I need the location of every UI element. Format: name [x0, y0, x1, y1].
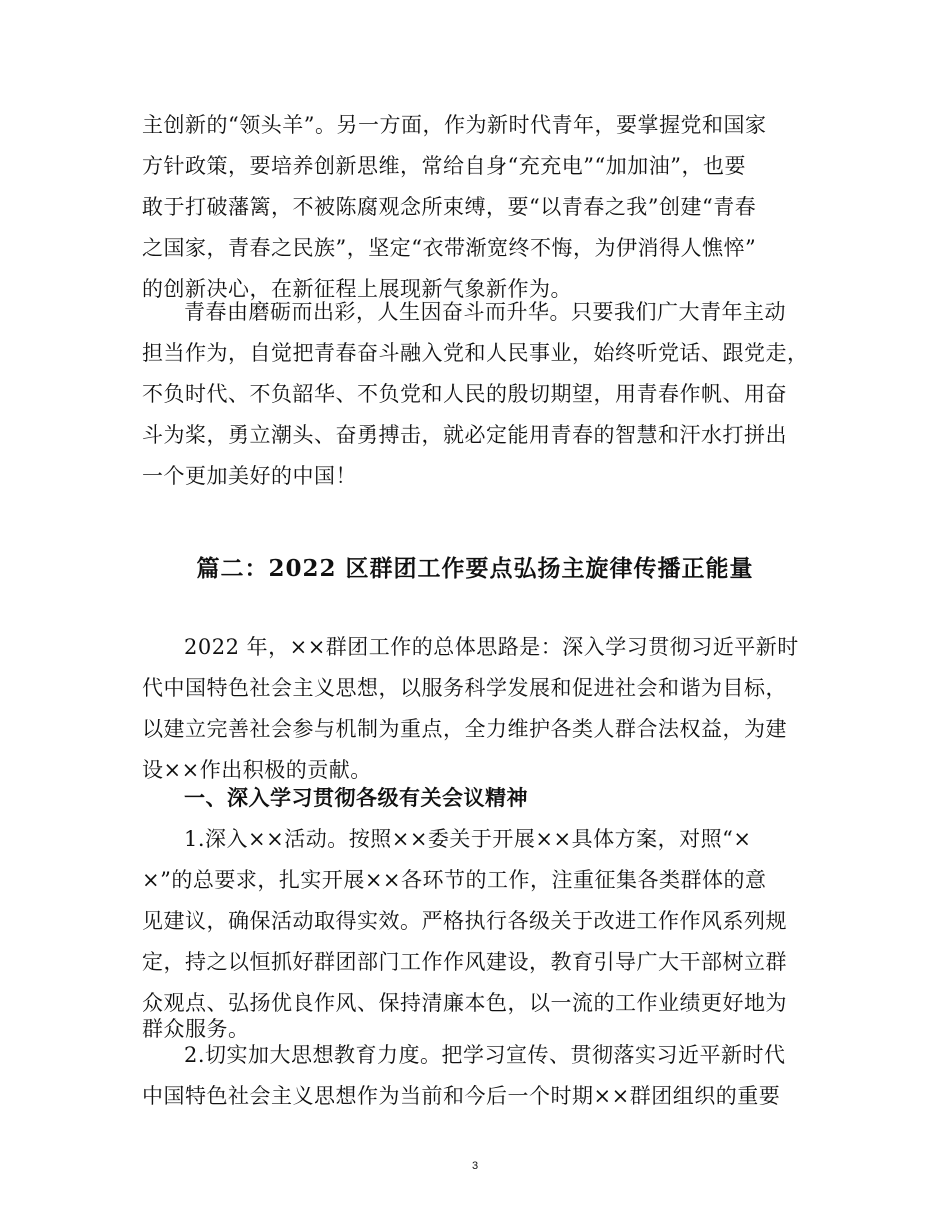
paragraph-line: 青春由磨砺而出彩，人生因奋斗而升华。只要我们广大青年主动 — [184, 300, 786, 324]
paragraph-line: 群众服务。 — [142, 1017, 250, 1041]
paragraph-line: 斗为桨，勇立潮头、奋勇搏击，就必定能用青春的智慧和汗水打拼出 — [142, 423, 787, 447]
paragraph-line: 一个更加美好的中国！ — [142, 464, 357, 488]
paragraph-line: 方针政策，要培养创新思维，常给自身“充充电”“加加油”，也要 — [142, 154, 746, 178]
paragraph-line: 担当作为，自觉把青春奋斗融入党和人民事业，始终听党话、跟党走， — [142, 341, 809, 365]
paragraph-line: 设××作出积极的贡献。 — [142, 758, 372, 782]
paragraph-line: 敢于打破藩篱，不被陈腐观念所束缚，要“以青春之我”创建“青春 — [142, 195, 757, 219]
paragraph-line: 之国家，青春之民族”，坚定“衣带渐宽终不悔，为伊消得人憔悴” — [142, 236, 757, 260]
paragraph-line: 定，持之以恒抓好群团部门工作作风建设，教育引导广大干部树立群 — [142, 950, 787, 974]
paragraph-line: 中国特色社会主义思想作为当前和今后一个时期××群团组织的重要 — [142, 1084, 781, 1108]
paragraph-line: 2022 年，××群团工作的总体思路是：深入学习贯彻习近平新时 — [184, 635, 799, 659]
paragraph-line: 主创新的“领头羊”。另一方面，作为新时代青年，要掌握党和国家 — [142, 113, 767, 137]
paragraph-line: 众观点、弘扬优良作风、保持清廉本色，以一流的工作业绩更好地为 — [142, 991, 787, 1015]
page-number: 3 — [471, 1160, 479, 1172]
paragraph-line: 代中国特色社会主义思想，以服务科学发展和促进社会和谐为目标， — [142, 676, 787, 700]
paragraph-line: 1.深入××活动。按照××委关于开展××具体方案，对照“× — [184, 827, 752, 851]
paragraph-line: 2.切实加大思想教育力度。把学习宣传、贯彻落实习近平新时代 — [184, 1043, 786, 1067]
section-title: 篇二：2022 区群团工作要点弘扬主旋律传播正能量 — [196, 555, 754, 582]
paragraph-line: 的创新决心，在新征程上展现新气象新作为。 — [142, 277, 572, 301]
subsection-heading: 一、深入学习贯彻各级有关会议精神 — [184, 785, 528, 810]
paragraph-line: 以建立完善社会参与机制为重点，全力维护各类人群合法权益，为建 — [142, 717, 787, 741]
paragraph-line: 不负时代、不负韶华、不负党和人民的殷切期望，用青春作帆、用奋 — [142, 382, 787, 406]
paragraph-line: ×”的总要求，扎实开展××各环节的工作，注重征集各类群体的意 — [142, 868, 767, 892]
paragraph-line: 见建议，确保活动取得实效。严格执行各级关于改进工作作风系列规 — [142, 909, 787, 933]
